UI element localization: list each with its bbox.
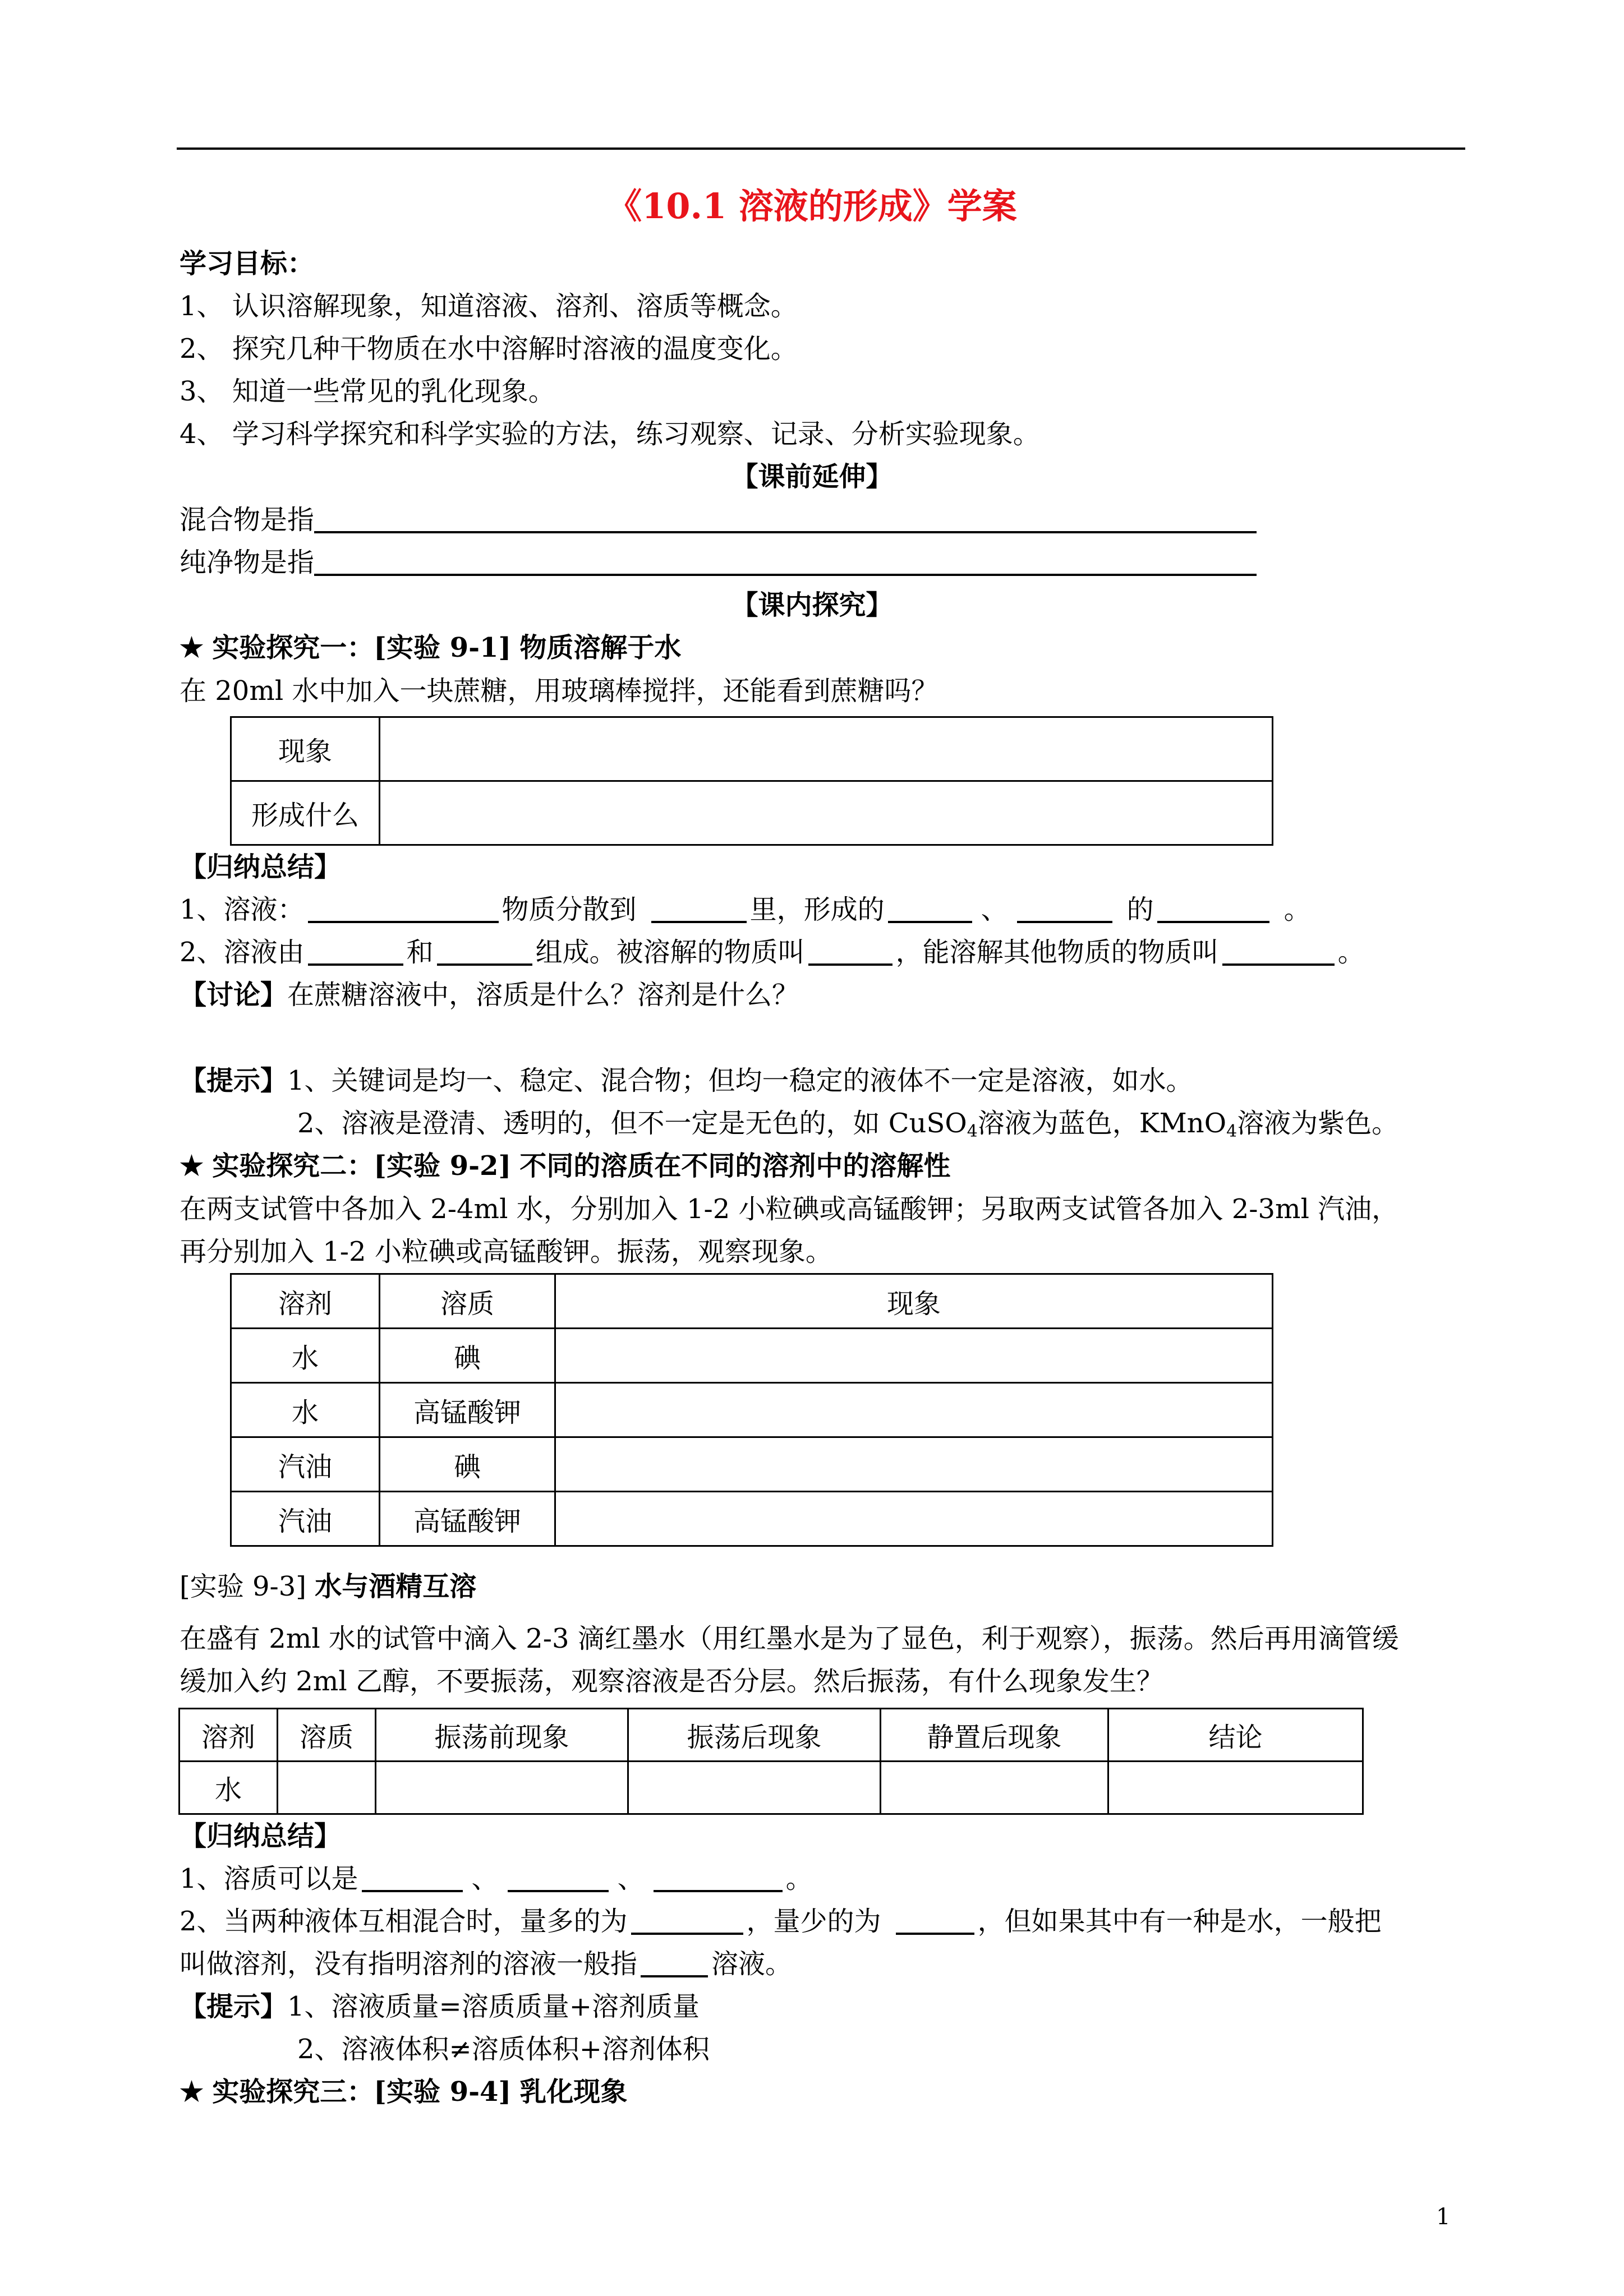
text: 、 [617,1863,645,1894]
table-cell: 现象 [231,717,380,781]
exp4-heading [180,2076,628,2108]
table-header: 静置后现象 [881,1709,1108,1762]
table-header: 溶质 [380,1274,555,1329]
blank [896,1908,974,1935]
table-cell [555,1383,1273,1437]
mixture-label: 混合物是指 [180,504,315,536]
discuss-line [180,979,799,1011]
text: 2、溶液是澄清、透明的，但不一定是无色的，如 CuSO [297,1108,967,1139]
hint-line2 [297,1110,1398,1140]
subscript: 4 [967,1122,978,1141]
table-cell: 碘 [380,1329,555,1383]
discuss-tag: 【讨论】 [180,979,288,1011]
pure-label: 纯净物是指 [180,547,315,578]
text: 。 [1337,937,1365,968]
pure-blank [314,549,1257,576]
hint-text: 1、关键词是均一、稳定、混合物；但均一稳定的液体不一定是溶液，如水。 [287,1065,1193,1096]
blank [1157,896,1269,923]
exp4-label: 实验探究三：[实验 9-4] [212,2076,512,2108]
hint2-line1 [180,1993,700,2020]
goal-item: 2、 探究几种干物质在水中溶解时溶液的温度变化。 [180,333,798,365]
table-header: 溶质 [278,1709,376,1762]
goals-heading: 学习目标： [180,248,315,279]
hint-line1 [180,1067,1193,1094]
table-cell: 高锰酸钾 [380,1383,555,1437]
blank [308,939,403,966]
summary1-line1 [180,896,1311,923]
blank [631,1908,743,1935]
text: 1、溶质可以是 [180,1863,358,1894]
in-class-heading: 【课内探究】 [731,589,893,621]
exp1-desc: 在 20ml 水中加入一块蔗糖，用玻璃棒搅拌，还能看到蔗糖吗？ [180,675,938,707]
exp2-label: 实验探究二：[实验 9-2] [212,1150,512,1182]
summary2-line3 [180,1948,793,1980]
exp2-desc: 在两支试管中各加入 2-4ml 水，分别加入 1-2 小粒碘或高锰酸钾；另取两支试管各加入 2-3ml 汽油， [180,1193,1399,1225]
text: 物质分散到 [502,894,637,925]
star-icon: ★ [180,1150,204,1182]
text: 。 [785,1863,813,1894]
table-row [231,1437,1273,1492]
table-header: 溶剂 [180,1709,278,1762]
table-cell [555,1329,1273,1383]
blank [1017,896,1112,923]
pure-line [180,549,1260,576]
exp3-heading [180,1573,476,1600]
text: 、 [471,1863,499,1894]
table-header: 结论 [1108,1709,1363,1762]
summary2-heading: 【归纳总结】 [180,1820,342,1852]
table-header: 溶剂 [231,1274,380,1329]
exp2-table [230,1273,1273,1547]
table-header: 现象 [555,1274,1273,1329]
blank [654,1865,783,1892]
hint2-line2: 2、溶液体积≠溶质体积+溶剂体积 [297,2034,710,2065]
blank [308,896,499,923]
exp3-table [178,1708,1364,1815]
text: 2、当两种液体互相混合时，量多的为 [180,1906,628,1937]
blank [437,939,532,966]
blank [888,896,972,923]
page-title: 《10.1 溶液的形成》学案 [607,186,1017,227]
hint-tag: 【提示】 [180,1991,288,2022]
exp2-name: 不同的溶质在不同的溶剂中的溶解性 [519,1150,951,1182]
exp1-label: 实验探究一：[实验 9-1] [212,632,512,663]
table-cell: 水 [231,1383,380,1437]
table-cell: 形成什么 [231,781,380,845]
text: 。 [1283,894,1311,925]
table-cell [555,1437,1273,1492]
text: 、 [981,894,1008,925]
exp1-name: 物质溶解于水 [519,632,682,663]
table-row [231,1329,1273,1383]
exp2-heading [180,1150,951,1182]
table-cell [380,781,1273,845]
table-header: 振荡后现象 [628,1709,881,1762]
text: 和 [406,937,434,968]
text: ，量少的为 [746,1906,881,1937]
table-row [231,1383,1273,1437]
exp1-heading [180,634,681,661]
exp1-table [230,716,1273,846]
table-cell [628,1762,881,1814]
text: ，但如果其中有一种是水，一般把 [977,1906,1382,1937]
exp4-name: 乳化现象 [519,2076,628,2108]
table-row [231,1492,1273,1546]
blank [1222,939,1335,966]
table-cell [380,717,1273,781]
text: 的 [1126,894,1154,925]
table-cell: 碘 [380,1437,555,1492]
mixture-line [180,504,1260,536]
table-cell: 高锰酸钾 [380,1492,555,1546]
text: 里，形成的 [749,894,885,925]
goal-item: 4、 学习科学探究和科学实验的方法，练习观察、记录、分析实验现象。 [180,418,1040,450]
exp3-label: [实验 9-3] [180,1571,307,1602]
table-cell: 汽油 [231,1492,380,1546]
goal-item: 3、 知道一些常见的乳化现象。 [180,376,555,407]
blank [641,1951,708,1977]
table-cell [278,1762,376,1814]
table-cell [1108,1762,1363,1814]
discuss-text: 在蔗糖溶液中，溶质是什么？溶剂是什么？ [287,979,799,1011]
summary2-line1 [180,1865,813,1892]
page-number: 1 [1436,2204,1451,2230]
table-cell [555,1492,1273,1546]
text: ，能溶解其他物质的物质叫 [895,937,1219,968]
exp2-desc: 再分别加入 1-2 小粒碘或高锰酸钾。振荡，观察现象。 [180,1236,832,1267]
blank [508,1865,609,1892]
summary1-heading: 【归纳总结】 [180,851,342,883]
exp3-desc: 在盛有 2ml 水的试管中滴入 2-3 滴红墨水（用红墨水是为了显色，利于观察），振荡。然后再用滴管缓 [180,1623,1399,1654]
hint-text: 1、溶液质量=溶质质量+溶剂质量 [287,1991,700,2022]
blank [362,1865,463,1892]
table-cell [376,1762,628,1814]
text: 溶液。 [711,1948,793,1980]
table-header: 振荡前现象 [376,1709,628,1762]
table-cell: 水 [180,1762,278,1814]
hint-tag: 【提示】 [180,1065,288,1096]
star-icon: ★ [180,632,204,663]
header-rule [177,147,1465,150]
exp3-desc: 缓加入约 2ml 乙醇，不要振荡，观察溶液是否分层。然后振荡，有什么现象发生？ [180,1666,1163,1697]
subscript: 4 [1226,1122,1237,1141]
text: 组成。被溶解的物质叫 [535,937,805,968]
mixture-blank [314,506,1257,533]
table-cell: 汽油 [231,1437,380,1492]
star-icon: ★ [180,2076,204,2108]
text: 1、溶液： [180,894,305,925]
pre-class-heading: 【课前延伸】 [731,461,893,492]
table-cell: 水 [231,1329,380,1383]
text: 溶液为蓝色，KMnO [977,1108,1227,1139]
table-row [180,1762,1363,1814]
blank [651,896,747,923]
summary2-line2 [180,1908,1382,1935]
goal-item: 1、 认识溶解现象，知道溶液、溶剂、溶质等概念。 [180,291,798,322]
text: 2、溶液由 [180,937,305,968]
table-cell [881,1762,1108,1814]
text: 溶液为紫色。 [1237,1108,1399,1139]
summary1-line2 [180,939,1365,966]
exp3-name: 水与酒精互溶 [315,1571,477,1602]
blank [808,939,892,966]
text: 叫做溶剂，没有指明溶剂的溶液一般指 [180,1948,638,1980]
